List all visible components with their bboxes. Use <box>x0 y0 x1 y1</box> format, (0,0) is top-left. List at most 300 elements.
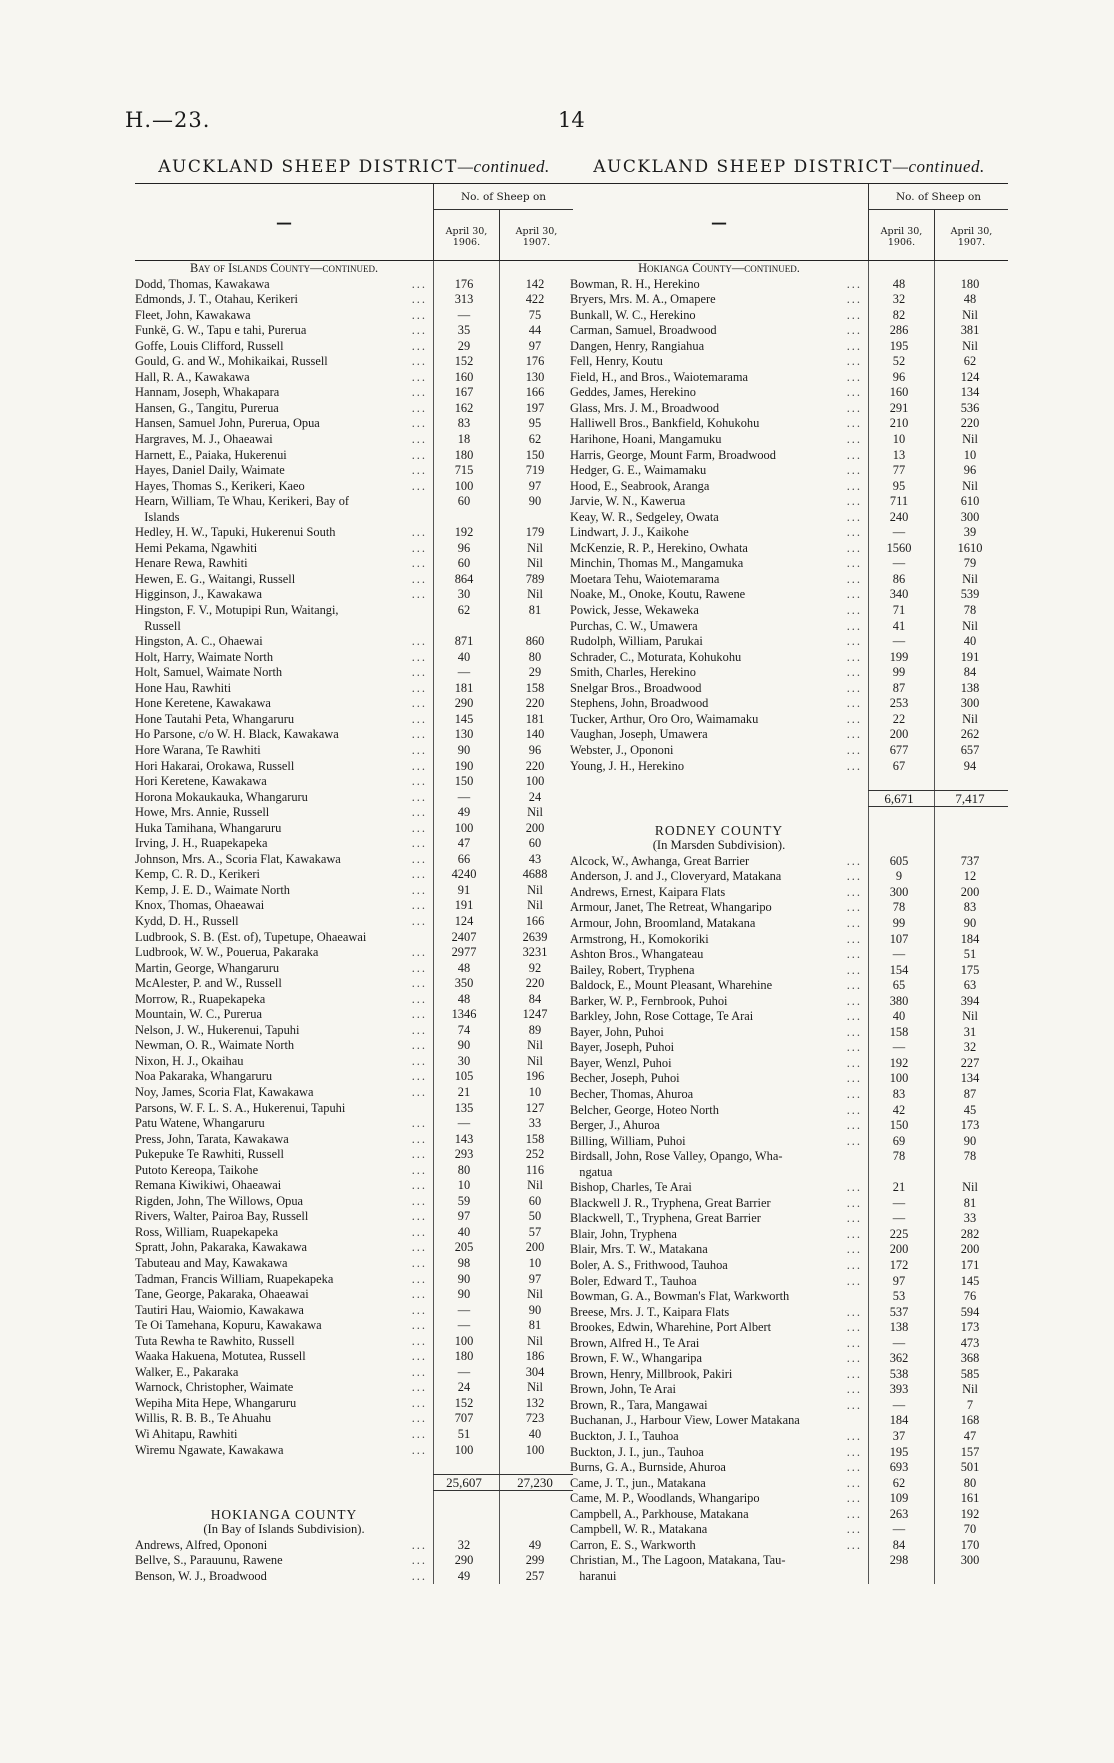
county-heading <box>135 1507 573 1523</box>
page-number: 14 <box>558 108 585 132</box>
owner-name-text: Remana Kiwikiwi, Ohaeawai <box>135 1178 282 1193</box>
table-row <box>570 650 1008 666</box>
owner-name-text: Hewen, E. G., Waitangi, Russell <box>135 571 296 586</box>
sheep-1907: 723 <box>525 1411 545 1426</box>
sheep-1906: 99 <box>892 915 906 930</box>
owner-name <box>135 1116 433 1132</box>
sheep-1907: 179 <box>525 525 545 540</box>
sheep-1907: 1247 <box>522 1007 548 1022</box>
owner-name <box>135 1334 433 1350</box>
owner-name <box>135 867 433 883</box>
sheep-1907: 94 <box>963 758 977 773</box>
sheep-1907: 300 <box>960 509 980 524</box>
owner-name-text: Hore Warana, Te Rawhiti <box>135 742 261 757</box>
table-row <box>570 432 1008 448</box>
owner-name-text: Ludbrook, S. B. (Est. of), Tupetupe, Ohaeawai <box>135 929 367 944</box>
table-row <box>135 1194 573 1210</box>
owner-name-text: Hearn, William, Te Whau, Kerikeri, Bay of <box>135 494 350 509</box>
table-row <box>570 712 1008 728</box>
county-heading-text: (In Marsden Subdivision). <box>652 838 786 853</box>
table-row <box>135 727 573 743</box>
owner-name-text: Becher, Joseph, Puhoi <box>570 1071 680 1086</box>
owner-name-text: Fell, Henry, Koutu <box>570 354 663 369</box>
table-row <box>135 448 573 464</box>
table-row <box>135 1178 573 1194</box>
owner-name <box>570 1569 868 1585</box>
leader-dots: ... <box>846 447 862 462</box>
owner-name <box>570 932 868 948</box>
total-1907: 27,230 <box>517 1474 553 1490</box>
owner-name <box>135 1303 433 1319</box>
table-row <box>135 1240 573 1256</box>
owner-name-text: Ho Parsone, c/o W. H. Black, Kawakawa <box>135 727 339 742</box>
sheep-1906: 21 <box>892 1180 906 1195</box>
owner-name <box>135 650 433 666</box>
leader-dots: ... <box>846 1429 862 1444</box>
county-heading-text: (In Bay of Islands Subdivision). <box>203 1522 365 1537</box>
table-row <box>135 914 573 930</box>
owner-name <box>135 308 433 324</box>
owner-name-text: Burns, G. A., Burnside, Ahuroa <box>570 1460 726 1475</box>
owner-name-text: Belcher, George, Hoteo North <box>570 1102 719 1117</box>
owner-name-text: Bishop, Charles, Te Arai <box>570 1180 692 1195</box>
leader-dots: ... <box>411 898 427 913</box>
table-row <box>570 463 1008 479</box>
table-row <box>135 759 573 775</box>
sheep-1906: 40 <box>457 1224 471 1239</box>
leader-dots: ... <box>846 276 862 291</box>
leader-dots: ... <box>411 1411 427 1426</box>
right-column-title <box>570 157 1008 183</box>
leader-dots: ... <box>846 525 862 540</box>
sheep-1906: 150 <box>454 774 474 789</box>
table-row <box>135 1132 573 1148</box>
date-1906-header <box>868 210 934 260</box>
table-row <box>135 463 573 479</box>
owner-name <box>570 1413 868 1429</box>
table-row <box>570 681 1008 697</box>
leader-dots: ... <box>846 571 862 586</box>
owner-name-text: Armstrong, H., Komokoriki <box>570 931 709 946</box>
owner-name <box>135 587 433 603</box>
sheep-1907: 158 <box>525 680 545 695</box>
owner-name <box>135 370 433 386</box>
sheep-1907: 60 <box>528 1193 542 1208</box>
leader-dots: ... <box>411 478 427 493</box>
table-row <box>570 1522 1008 1538</box>
sheep-1906: 96 <box>457 540 471 555</box>
sheep-1906: 2407 <box>451 929 477 944</box>
owner-name <box>135 1132 433 1148</box>
leader-dots: ... <box>411 727 427 742</box>
sheep-1906: 2977 <box>451 945 477 960</box>
owner-name <box>135 914 433 930</box>
owner-name <box>570 1476 868 1492</box>
leader-dots: ... <box>411 292 427 307</box>
owner-name-text: Patu Watene, Whangaruru <box>135 1116 265 1131</box>
owner-name-text: Benson, W. J., Broadwood <box>135 1568 267 1583</box>
sheep-1906: 78 <box>892 900 906 915</box>
owner-name <box>570 681 868 697</box>
leader-dots: ... <box>411 323 427 338</box>
sheep-1907: 116 <box>525 1162 545 1177</box>
sheep-1907: 170 <box>960 1537 980 1552</box>
leader-dots: ... <box>846 758 862 773</box>
owner-name-text: Purchas, C. W., Umawera <box>570 618 698 633</box>
right-column <box>570 157 1008 1584</box>
owner-name <box>135 930 433 946</box>
leader-dots: ... <box>846 1506 862 1521</box>
sheep-1907: 84 <box>528 991 542 1006</box>
sheep-1907: Nil <box>527 1287 543 1302</box>
sheep-1907: 7 <box>966 1397 974 1412</box>
table-row <box>135 1085 573 1101</box>
leader-dots: ... <box>411 758 427 773</box>
leader-dots: ... <box>411 1553 427 1568</box>
leader-dots: ... <box>846 416 862 431</box>
leader-dots: ... <box>411 742 427 757</box>
owner-name <box>570 463 868 479</box>
sheep-1907: 78 <box>963 1149 977 1164</box>
leader-dots: ... <box>846 1086 862 1101</box>
leader-dots: ... <box>411 276 427 291</box>
sheep-1907: 158 <box>525 1131 545 1146</box>
leader-dots: ... <box>846 1024 862 1039</box>
left-table-body <box>135 261 573 1584</box>
table-row <box>135 961 573 977</box>
owner-name <box>135 852 433 868</box>
sheep-1907: 539 <box>960 587 980 602</box>
sheep-1907: 1610 <box>957 540 983 555</box>
sheep-1907: 171 <box>960 1258 980 1272</box>
owner-name <box>135 1427 433 1443</box>
owner-name-text: Bayer, Joseph, Puhoi <box>570 1040 675 1055</box>
leader-dots: ... <box>846 1180 862 1195</box>
leader-dots: ... <box>846 1211 862 1226</box>
table-row <box>135 1427 573 1443</box>
sheep-1906: 83 <box>457 416 471 431</box>
owner-name-text: Hone Hau, Rawhiti <box>135 680 232 695</box>
sheep-1907: 97 <box>528 338 542 353</box>
table-row <box>570 1009 1008 1025</box>
sheep-1906: 48 <box>892 276 906 291</box>
sheep-1906: 298 <box>889 1553 909 1568</box>
sheep-1907: 80 <box>963 1475 977 1490</box>
sheep-1907: 96 <box>963 463 977 478</box>
leader-dots: ... <box>846 711 862 726</box>
sheep-1906: 62 <box>457 603 471 618</box>
table-row <box>135 323 573 339</box>
table-row <box>570 900 1008 916</box>
leader-dots: ... <box>411 369 427 384</box>
county-heading-text: RODNEY COUNTY <box>654 822 784 838</box>
owner-name-text: Powick, Jesse, Wekaweka <box>570 603 699 618</box>
owner-name-text: Holt, Harry, Waimate North <box>135 649 274 664</box>
leader-dots: ... <box>846 649 862 664</box>
leader-dots: ... <box>846 432 862 447</box>
owner-name-text: Kemp, C. R. D., Kerikeri <box>135 867 260 882</box>
owner-name-text: Ludbrook, W. W., Pouerua, Pakaraka <box>135 945 319 960</box>
table-row <box>135 1225 573 1241</box>
owner-name-text: Hingston, F. V., Motupipi Run, Waitangi, <box>135 603 339 618</box>
owner-name-text: Press, John, Tarata, Kawakawa <box>135 1131 289 1146</box>
owner-name <box>135 743 433 759</box>
sheep-1907: 39 <box>963 525 977 540</box>
owner-name-text: Campbell, W. R., Matakana <box>570 1522 708 1537</box>
owner-name-text: Tabuteau and May, Kawakawa <box>135 1256 288 1270</box>
owner-name <box>135 556 433 572</box>
sheep-1907: Nil <box>962 1009 978 1024</box>
leader-dots: ... <box>411 1271 427 1286</box>
owner-name <box>570 619 868 635</box>
table-row <box>570 619 1008 635</box>
leader-dots: ... <box>846 463 862 478</box>
owner-name-text: Lindwart, J. J., Kaikohe <box>570 525 689 540</box>
owner-name-text: Rigden, John, The Willows, Opua <box>135 1193 304 1208</box>
sheep-1907: Nil <box>527 898 543 913</box>
sheep-1906: 109 <box>889 1491 909 1506</box>
table-row <box>135 572 573 588</box>
table-row <box>135 681 573 697</box>
sheep-1906: — <box>892 1397 906 1412</box>
sheep-1907: 200 <box>525 1240 545 1255</box>
table-row <box>135 385 573 401</box>
date-1907-line2: 1907. <box>522 237 551 248</box>
table-row <box>570 1351 1008 1367</box>
owner-name-text: Bowman, R. H., Herekino <box>570 276 700 291</box>
table-row <box>570 339 1008 355</box>
owner-name <box>570 994 868 1010</box>
sheep-1907: 10 <box>963 447 977 462</box>
sheep-1907: 45 <box>963 1102 977 1117</box>
owner-name <box>135 277 433 293</box>
sheep-1907: 90 <box>528 1302 542 1317</box>
sheep-1907: 33 <box>963 1211 977 1226</box>
sheep-1906: 53 <box>892 1289 906 1304</box>
table-row <box>135 1116 573 1132</box>
owner-name <box>135 1038 433 1054</box>
leader-dots: ... <box>411 432 427 447</box>
table-row <box>570 1336 1008 1352</box>
table-row <box>135 1349 573 1365</box>
owner-name <box>135 448 433 464</box>
leader-dots: ... <box>411 867 427 882</box>
sheep-1907: 166 <box>525 385 545 400</box>
owner-name <box>135 774 433 790</box>
table-row <box>570 1305 1008 1321</box>
leader-dots: ... <box>411 1084 427 1099</box>
table-row <box>570 1025 1008 1041</box>
owner-name-text: Blackwell J. R., Tryphena, Great Barrier <box>570 1195 771 1210</box>
leader-dots: ... <box>846 680 862 695</box>
leader-dots: ... <box>846 634 862 649</box>
owner-name-text: Glass, Mrs. J. M., Broadwood <box>570 400 720 415</box>
owner-name-text: Rudolph, William, Parukai <box>570 634 703 649</box>
table-row <box>570 1180 1008 1196</box>
leader-dots: ... <box>846 1397 862 1412</box>
leader-dots: ... <box>411 1193 427 1208</box>
owner-name-text: Noa Pakaraka, Whangaruru <box>135 1069 273 1084</box>
sheep-1906: — <box>457 1302 471 1317</box>
leader-dots: ... <box>411 354 427 369</box>
sheep-1907: 80 <box>528 649 542 664</box>
leader-dots: ... <box>411 1007 427 1022</box>
leader-dots: ... <box>846 869 862 884</box>
sheep-1906: 300 <box>889 884 909 899</box>
sheep-1906: 715 <box>454 463 474 478</box>
table-row <box>135 1380 573 1396</box>
owner-name <box>135 541 433 557</box>
owner-name-text: Field, H., and Bros., Waiotemarama <box>570 369 749 384</box>
leader-dots: ... <box>846 1304 862 1319</box>
owner-name <box>135 1569 433 1585</box>
sheep-1907: 51 <box>963 947 977 962</box>
sheep-1906: — <box>892 1335 906 1350</box>
table-row <box>135 1101 573 1117</box>
owner-name-text: ngatua <box>570 1164 613 1179</box>
sheep-1907: 31 <box>963 1024 977 1039</box>
table-row <box>135 277 573 293</box>
sheep-1907: 134 <box>960 1071 980 1086</box>
leader-dots: ... <box>846 884 862 899</box>
owner-name <box>135 619 433 635</box>
owner-name <box>570 1196 868 1212</box>
owner-name-text: Harihone, Hoani, Mangamuku <box>570 432 722 447</box>
section-heading-text: Bay of Islands County—continued. <box>189 261 379 275</box>
sheep-1907: 100 <box>525 774 545 789</box>
owner-name-text: Dodd, Thomas, Kawakawa <box>135 276 270 291</box>
owner-name <box>135 1287 433 1303</box>
owner-name-text: Tuta Rewha te Rawhito, Russell <box>135 1333 295 1348</box>
sheep-1907: 140 <box>525 727 545 742</box>
sheep-1906: 90 <box>457 1038 471 1053</box>
sheep-1907: 142 <box>525 276 545 291</box>
owner-name <box>135 712 433 728</box>
owner-name <box>135 681 433 697</box>
owner-name <box>135 821 433 837</box>
spacer-row <box>135 1491 573 1507</box>
leader-dots: ... <box>411 1568 427 1583</box>
leader-dots: ... <box>846 915 862 930</box>
owner-name-text: Noake, M., Onoke, Koutu, Rawene <box>570 587 746 602</box>
table-row <box>570 587 1008 603</box>
sheep-1906: 77 <box>892 463 906 478</box>
sheep-1906: — <box>892 525 906 540</box>
sheep-1907: 40 <box>963 634 977 649</box>
sheep-1906: 253 <box>889 696 909 711</box>
leader-dots: ... <box>846 400 862 415</box>
table-row <box>570 916 1008 932</box>
spacer-row <box>570 807 1008 823</box>
table-row <box>135 1147 573 1163</box>
table-row <box>570 963 1008 979</box>
owner-name <box>570 1103 868 1119</box>
sheep-1907: Nil <box>962 338 978 353</box>
sheep-1906: 32 <box>892 292 906 307</box>
leader-dots: ... <box>846 494 862 509</box>
column-title-suffix: —continued. <box>457 157 550 176</box>
table-row <box>570 572 1008 588</box>
table-row <box>135 976 573 992</box>
owner-name <box>570 1553 868 1569</box>
owner-name <box>570 432 868 448</box>
sheep-1906: 130 <box>454 727 474 742</box>
sheep-1906: 66 <box>457 851 471 866</box>
owner-name <box>135 1023 433 1039</box>
owner-name <box>135 354 433 370</box>
sheep-1907: 220 <box>525 758 545 773</box>
table-row <box>570 1413 1008 1429</box>
sheep-1906: 176 <box>454 276 474 291</box>
sheep-1906: 124 <box>454 913 474 928</box>
owner-name-text: Buchanan, J., Harbour View, Lower Matakana <box>570 1413 800 1428</box>
sheep-1906: 60 <box>457 556 471 571</box>
table-row <box>570 1087 1008 1103</box>
owner-name <box>570 650 868 666</box>
owner-name-text: Hansen, Samuel John, Purerua, Opua <box>135 416 320 431</box>
sheep-1906: 100 <box>454 1442 474 1457</box>
sheep-1907: 473 <box>960 1335 980 1350</box>
sheep-1906: 286 <box>889 323 909 338</box>
leader-dots: ... <box>411 1038 427 1053</box>
sheep-1907: Nil <box>962 1382 978 1397</box>
leader-dots: ... <box>411 1178 427 1193</box>
table-row <box>570 1274 1008 1290</box>
owner-name-text: Irving, J. H., Ruapekapeka <box>135 836 268 851</box>
owner-name-text: Hayes, Thomas S., Kerikeri, Kaeo <box>135 478 305 493</box>
table-row <box>570 1103 1008 1119</box>
leader-dots: ... <box>411 463 427 478</box>
table-row <box>570 1118 1008 1134</box>
sheep-1906: 711 <box>889 494 909 509</box>
sheep-1907: 84 <box>963 665 977 680</box>
leader-dots: ... <box>411 945 427 960</box>
owner-name-text: Bowman, G. A., Bowman's Flat, Warkworth <box>570 1289 790 1304</box>
leader-dots: ... <box>411 1427 427 1442</box>
sheep-1907: 124 <box>960 369 980 384</box>
sheep-1906: 143 <box>454 1131 474 1146</box>
table-row <box>570 370 1008 386</box>
owner-name <box>135 603 433 619</box>
sheep-1906: 200 <box>889 727 909 742</box>
sheep-1907: 161 <box>960 1491 980 1506</box>
sheep-count-header: No. of Sheep on <box>868 184 1008 210</box>
owner-name <box>135 479 433 495</box>
leader-dots: ... <box>846 696 862 711</box>
owner-name <box>570 448 868 464</box>
date-1907-line1: April 30, <box>515 226 558 237</box>
leader-dots: ... <box>846 385 862 400</box>
sheep-1906: 90 <box>457 1271 471 1286</box>
owner-name-text: Anderson, J. and J., Cloveryard, Matakana <box>570 869 782 884</box>
leader-dots: ... <box>411 1162 427 1177</box>
table-row <box>570 932 1008 948</box>
table-row <box>570 510 1008 526</box>
owner-name <box>570 1180 868 1196</box>
sheep-1906: 80 <box>457 1162 471 1177</box>
table-row <box>135 1069 573 1085</box>
table-row <box>570 277 1008 293</box>
sheep-1906: — <box>457 307 471 322</box>
county-heading <box>570 838 1008 854</box>
leader-dots: ... <box>411 665 427 680</box>
leader-dots: ... <box>846 1444 862 1459</box>
owner-name <box>570 494 868 510</box>
owner-name-text: Kemp, J. E. D., Waimate North <box>135 882 291 897</box>
leader-dots: ... <box>411 1069 427 1084</box>
date-1906-line2: 1906. <box>452 237 481 248</box>
sheep-1907: 186 <box>525 1349 545 1364</box>
